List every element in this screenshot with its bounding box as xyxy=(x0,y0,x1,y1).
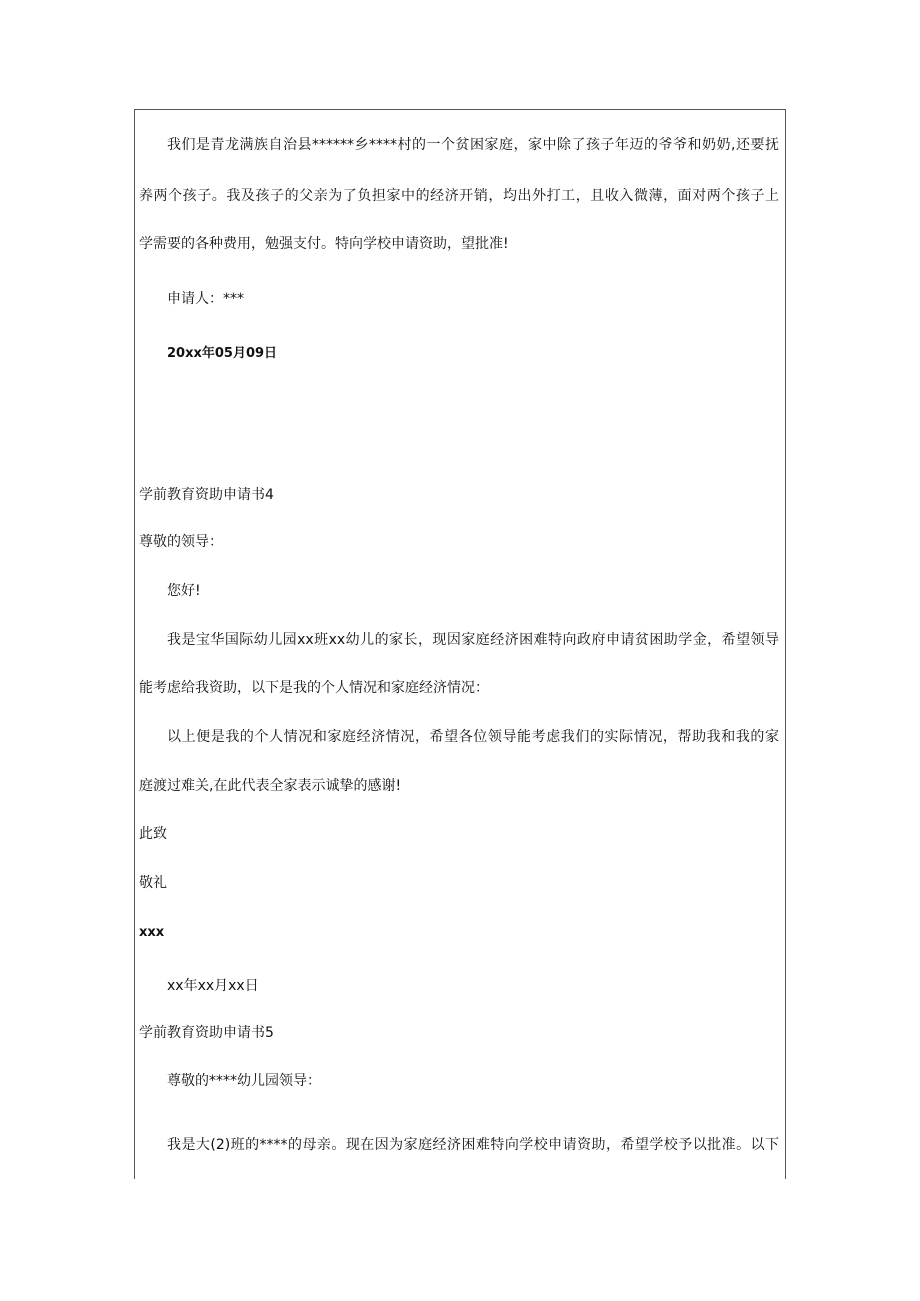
letter4-greeting: 您好! xyxy=(167,583,201,599)
letter4-paragraph-line: 以上便是我的个人情况和家庭经济情况，希望各位领导能考虑我们的实际情况，帮助我和我的家 xyxy=(167,729,779,745)
document-page xyxy=(134,109,786,1179)
letter3-paragraph-line: 我们是青龙满族自治县******乡****村的一个贫困家庭，家中除了孩子年迈的爷爷和奶奶,还要抚 xyxy=(167,137,779,153)
letter4-title: 学前教育资助申请书4 xyxy=(139,487,274,503)
letter3-paragraph-line: 养两个孩子。我及孩子的父亲为了负担家中的经济开销，均出外打工，且收入微薄，面对两个孩子上 xyxy=(139,188,779,204)
letter4-paragraph-line: 庭渡过难关,在此代表全家表示诚挚的感谢! xyxy=(139,778,402,794)
letter3-date: 20xx年05月09日 xyxy=(167,346,278,361)
letter3-applicant: 申请人：*** xyxy=(167,291,244,307)
letter4-paragraph-line: 我是宝华国际幼儿园xx班xx幼儿的家长，现因家庭经济困难特向政府申请贫困助学金，希望领导 xyxy=(167,632,779,648)
letter5-salutation: 尊敬的****幼儿园领导： xyxy=(167,1073,321,1089)
letter5-paragraph-line: 我是大(2)班的****的母亲。现在因为家庭经济困难特向学校申请资助，希望学校予以批准。以下 xyxy=(167,1137,779,1153)
letter4-closing: 敬礼 xyxy=(139,875,167,891)
letter4-closing: 此致 xyxy=(139,826,167,842)
letter4-date: xx年xx月xx日 xyxy=(167,978,259,994)
letter4-salutation: 尊敬的领导： xyxy=(139,534,223,550)
letter3-paragraph-line: 学需要的各种费用，勉强支付。特向学校申请资助，望批准! xyxy=(139,236,509,252)
letter5-title: 学前教育资助申请书5 xyxy=(139,1025,274,1041)
letter4-paragraph-line: 能考虑给我资助，以下是我的个人情况和家庭经济情况： xyxy=(139,680,489,696)
letter4-signature: xxx xyxy=(139,925,165,940)
